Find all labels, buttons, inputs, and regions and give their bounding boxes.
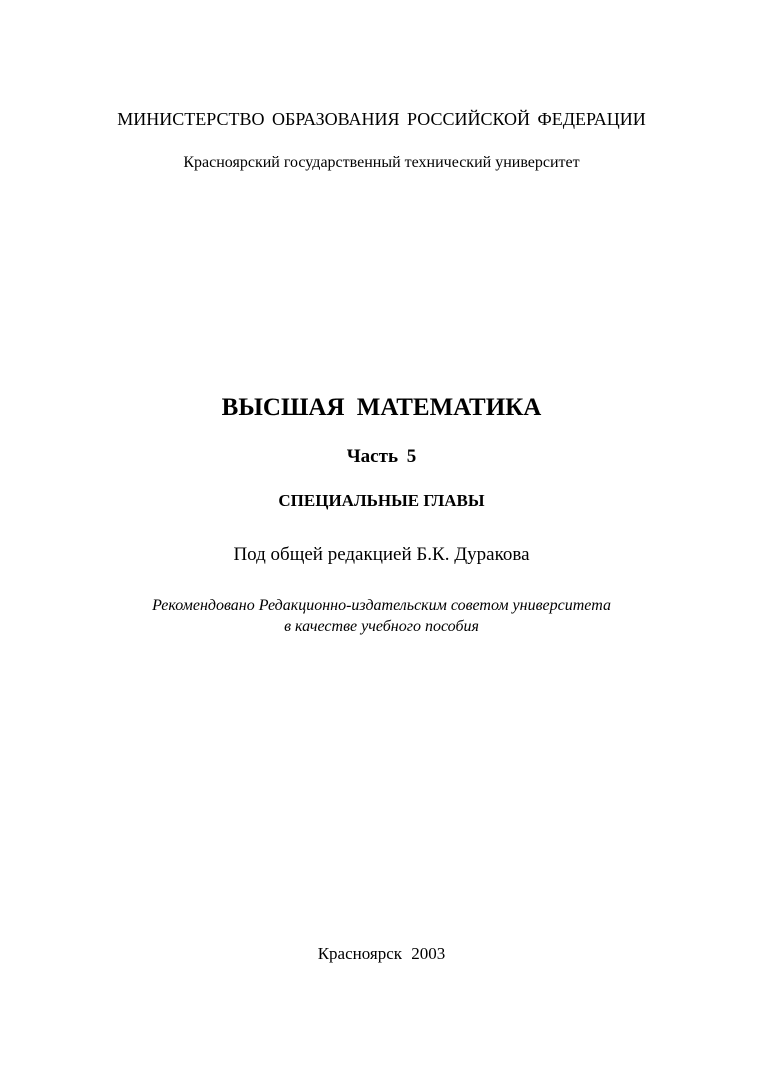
editor-line: Под общей редакцией Б.К. Дуракова: [233, 544, 530, 565]
place-and-year: Красноярск 2003: [317, 944, 446, 963]
recommendation-line-1: Рекомендовано Редакционно-издательским советом университета: [152, 597, 611, 614]
book-title: ВЫСШАЯ МАТЕМАТИКА: [221, 394, 542, 421]
book-subtitle: СПЕЦИАЛЬНЫЕ ГЛАВЫ: [278, 491, 485, 510]
ministry-name: МИНИСТЕРСТВО ОБРАЗОВАНИЯ РОССИЙСКОЙ ФЕДЕРАЦИИ: [117, 109, 646, 129]
university-name: Красноярский государственный технический университет: [183, 154, 580, 171]
recommendation-line-2: в качестве учебного пособия: [284, 618, 479, 635]
book-part: Часть 5: [346, 446, 417, 467]
